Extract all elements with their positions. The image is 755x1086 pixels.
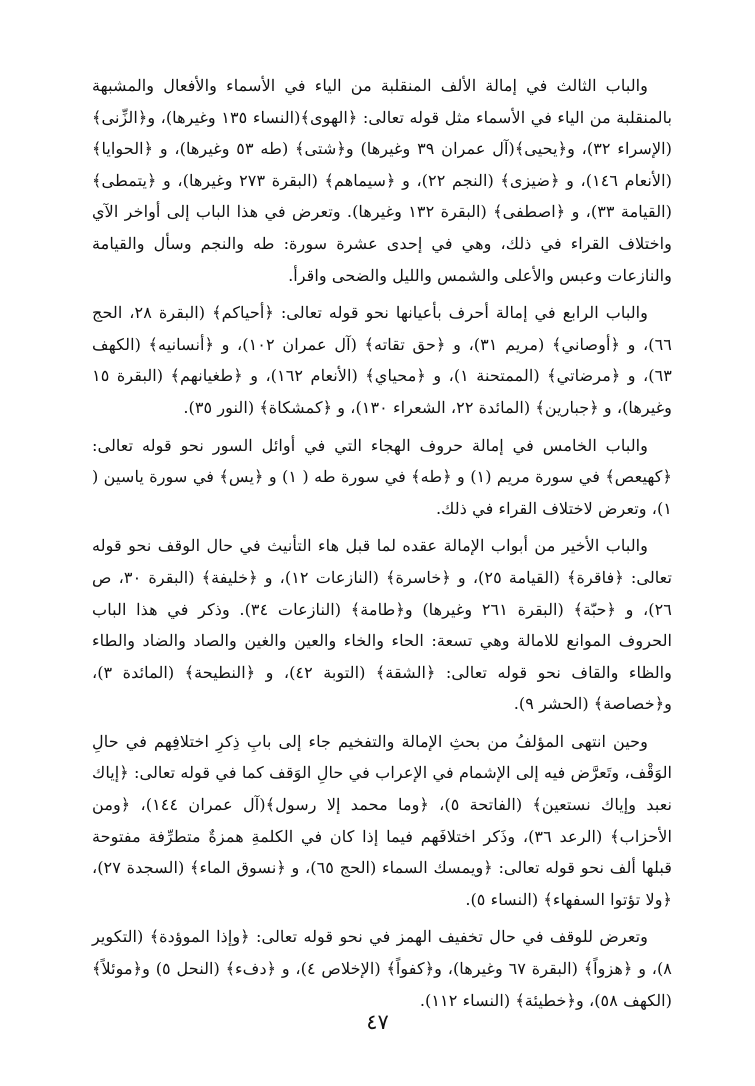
paragraph-waqf-section: وحين انتهى المؤلفُ من بحثِ الإمالة والتفخيم جاء إلى بابِ ذِكرِ اختلافِهم في حالِ الوَقْف، وتَعرَّض فيه إلى الإشمام في الإعراب في حالِ الوَقف كما في قوله تعالى: ﴿إياك نعبد وإياك نستعين﴾ (الفاتحة ٥)، ﴿وما محمد إلا رسول﴾(آل عمران ١٤٤)، ﴿ومن الأحزاب﴾ (الرعد ٣٦)، وذَكر اختلافَهم فيما إذا كان في الكلمةِ همزةٌ متطرِّفة مفتوحة قبلها ألف نحو قوله تعالى: ﴿ويمسك السماء (الحج ٦٥)، و ﴿نسوق الماء﴾ (السجدة ٢٧)، ﴿ولا تؤتوا السفهاء﴾ (النساء ٥). — [92, 731, 673, 909]
paragraph-chapter-five: والباب الخامس في إمالة حروف الهجاء التي في أوائل السور نحو قوله تعالى: ﴿كهيعص﴾ في سورة مريم (١) و ﴿طه﴾ في سورة طه ( ١) و ﴿يس﴾ في سورة ياسين ( ١)، وتعرض لاختلاف القراء في ذلك. — [92, 435, 672, 518]
page-number: ٤٧ — [366, 1010, 389, 1034]
page-body — [92, 70, 672, 1030]
paragraph-chapter-four: والباب الرابع في إمالة أحرف بأعيانها نحو قوله تعالى: ﴿أحياكم﴾ (البقرة ٢٨، الحج ٦٦)، و ﴿أوصاني﴾ (مريم ٣١)، و ﴿حق تقاته﴾ (آل عمران ١٠٢)، و ﴿أنسانيه﴾ (الكهف ٦٣)، و ﴿مرضاتي﴾ (الممتحنة ١)، و ﴿محياي﴾ (الأنعام ١٦٢)، و ﴿طغيانهم﴾ (البقرة ١٥ وغيرها)، و ﴿جبارين﴾ (المائدة ٢٢، الشعراء ١٣٠)، و ﴿كمشكاة﴾ (النور ٣٥). — [92, 303, 672, 417]
paragraph-chapter-three: والباب الثالث في إمالة الألف المنقلبة من الياء في الأسماء والأفعال والمشبهة بالمنقلبة من الياء في الأسماء مثل قوله تعالى: ﴿الهوى﴾(النساء ١٣٥ وغيرها)، و﴿الزِّنى﴾(الإسراء ٣٢)، و﴿يحيى﴾(آل عمران ٣٩ وغيرها) و﴿شتى﴾ (طه ٥٣ وغيرها)، و ﴿الحوايا﴾ (الأنعام ١٤٦)، و ﴿ضيزى﴾ (النجم ٢٢)، و ﴿سيماهم﴾ (البقرة ٢٧٣ وغيرها)، و ﴿يتمطى﴾ (القيامة ٣٣)، و ﴿اصطفى﴾ (البقرة ١٣٢ وغيرها). وتعرض في هذا الباب إلى أواخر الآي واختلاف القراء في ذلك، وهي في إحدى عشرة سورة: طه والنجم وسأل والقيامة والنازعات وعبس والأعلى والشمس والليل والضحى واقرأ. — [92, 76, 673, 285]
paragraph-hamz-section: وتعرض للوقف في حال تخفيف الهمز في نحو قوله تعالى: ﴿وإذا الموؤدة﴾ (التكوير ٨)، و ﴿هزواً﴾ (البقرة ٦٧ وغيرها)، و﴿كفواً﴾ (الإخلاص ٤)، و ﴿دفء﴾ (النحل ٥) و﴿موئلاً﴾ (الكهف ٥٨)، و﴿خطيئة﴾ (النساء ١١٢). — [92, 927, 672, 1010]
paragraph-last-chapter: والباب الأخير من أبواب الإمالة عقده لما قبل هاء التأنيث في حال الوقف نحو قوله تعالى: ﴿فاقرة﴾ (القيامة ٢٥)، و ﴿خاسرة﴾ (النازعات ١٢)، و ﴿خليفة﴾ (البقرة ٣٠، ص ٢٦)، و ﴿حبّة﴾ (البقرة ٢٦١ وغيرها) و﴿طامة﴾ (النازعات ٣٤). وذكر في هذا الباب الحروف الموانع للامالة وهي تسعة: الحاء والخاء والعين والغين والصاد والضاد والطاء والظاء والقاف نحو قوله تعالى: ﴿الشقة﴾ (التوبة ٤٢)، و ﴿النطيحة﴾ (المائدة ٣)، و﴿خصاصة﴾ (الحشر ٩). — [92, 536, 672, 714]
